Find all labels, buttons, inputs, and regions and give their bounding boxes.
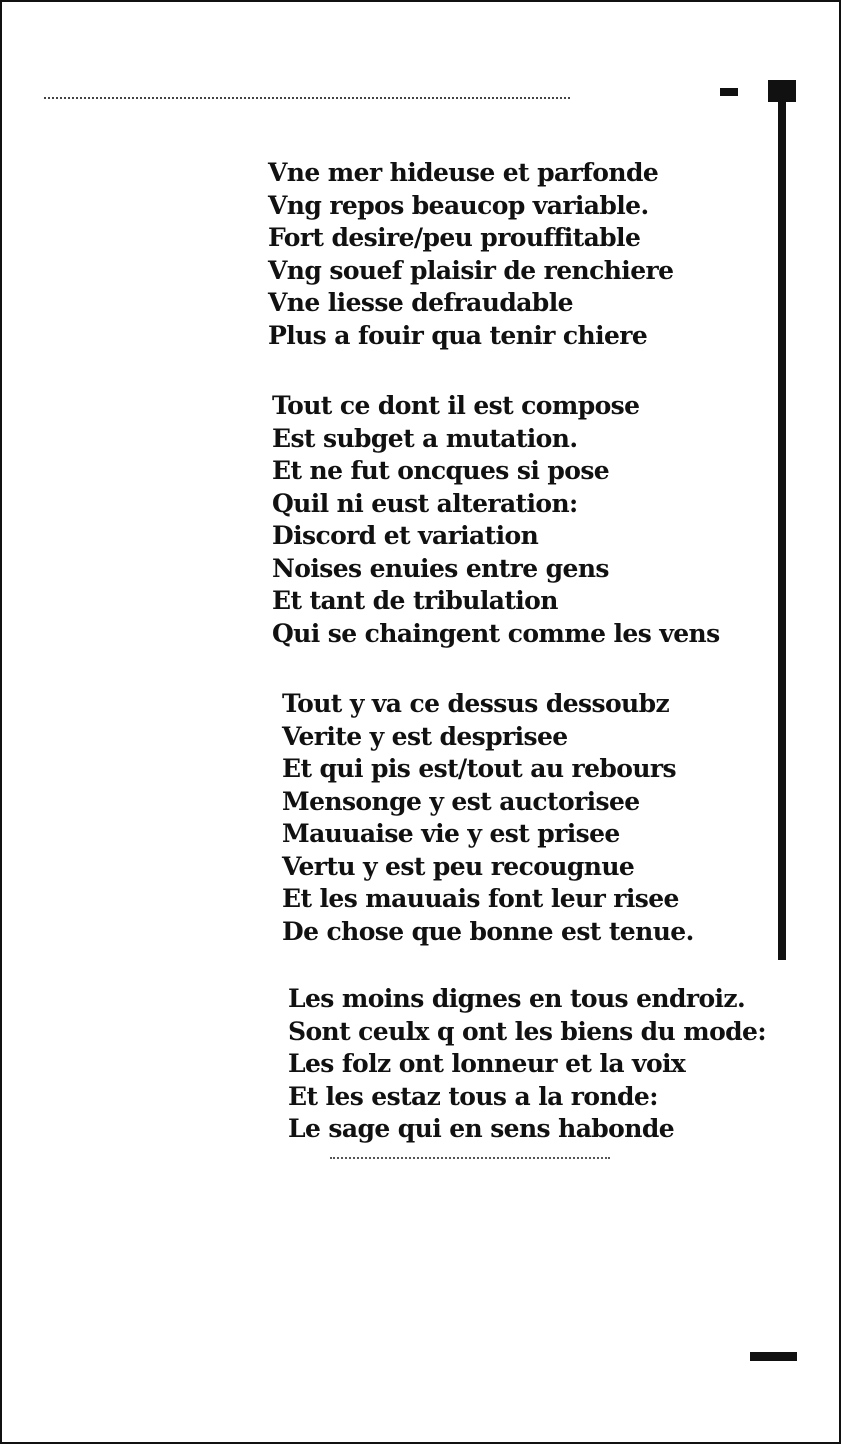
verse-line: Quil ni eust alteration: (272, 488, 578, 518)
margin-foot-mark (750, 1352, 797, 1361)
scan-border-left (0, 0, 2, 1444)
stanza (272, 390, 720, 650)
verse-line: Discord et variation (272, 521, 539, 550)
verse-line: Sont ceulx q ont les biens du mode: (288, 1016, 766, 1046)
verse-line: Tout y va ce dessus dessoubz (282, 689, 670, 718)
footer-rule (330, 1157, 610, 1159)
verse-line: Fort desire/peu prouffitable (268, 223, 641, 252)
verse-line: Mensonge y est auctorisee (282, 786, 640, 816)
verse-line: Vne mer hideuse et parfonde (268, 158, 659, 187)
verse-line: Et tant de tribulation (272, 586, 558, 615)
verse-line: Vne liesse defraudable (268, 288, 573, 317)
verse-line: Est subget a mutation. (272, 423, 578, 453)
stanza (288, 983, 766, 1146)
verse-line: Tout ce dont il est compose (272, 391, 640, 420)
verse-line: Et ne fut oncques si pose (272, 456, 610, 485)
verse-line: Et qui pis est/tout au rebours (282, 754, 676, 783)
margin-tab (768, 80, 796, 102)
stanza (268, 157, 673, 352)
verse-line: Vng repos beaucop variable. (268, 190, 649, 220)
verse-line: Mauuaise vie y est prisee (282, 819, 620, 848)
verse-line: Noises enuies entre gens (272, 553, 609, 583)
verse-line: Les folz ont lonneur et la voix (288, 1049, 686, 1078)
header-rule (44, 97, 570, 99)
verse-line: Et les estaz tous a la ronde: (288, 1081, 658, 1111)
margin-mark (720, 88, 738, 96)
verse-line: Vertu y est peu recougnue (282, 851, 635, 881)
verse-line: Le sage qui en sens habonde (288, 1114, 675, 1143)
verse-line: De chose que bonne est tenue. (282, 916, 694, 946)
stanza (282, 688, 694, 948)
verse-line: Et les mauuais font leur risee (282, 884, 679, 913)
verse-line: Vng souef plaisir de renchiere (268, 255, 674, 285)
verse-line: Qui se chaingent comme les vens (272, 618, 720, 648)
gutter-shadow (778, 100, 786, 960)
verse-line: Verite y est desprisee (282, 721, 568, 751)
verse-line: Plus a fouir qua tenir chiere (268, 320, 648, 350)
verse-line: Les moins dignes en tous endroiz. (288, 984, 746, 1013)
scan-border-top (0, 0, 841, 2)
